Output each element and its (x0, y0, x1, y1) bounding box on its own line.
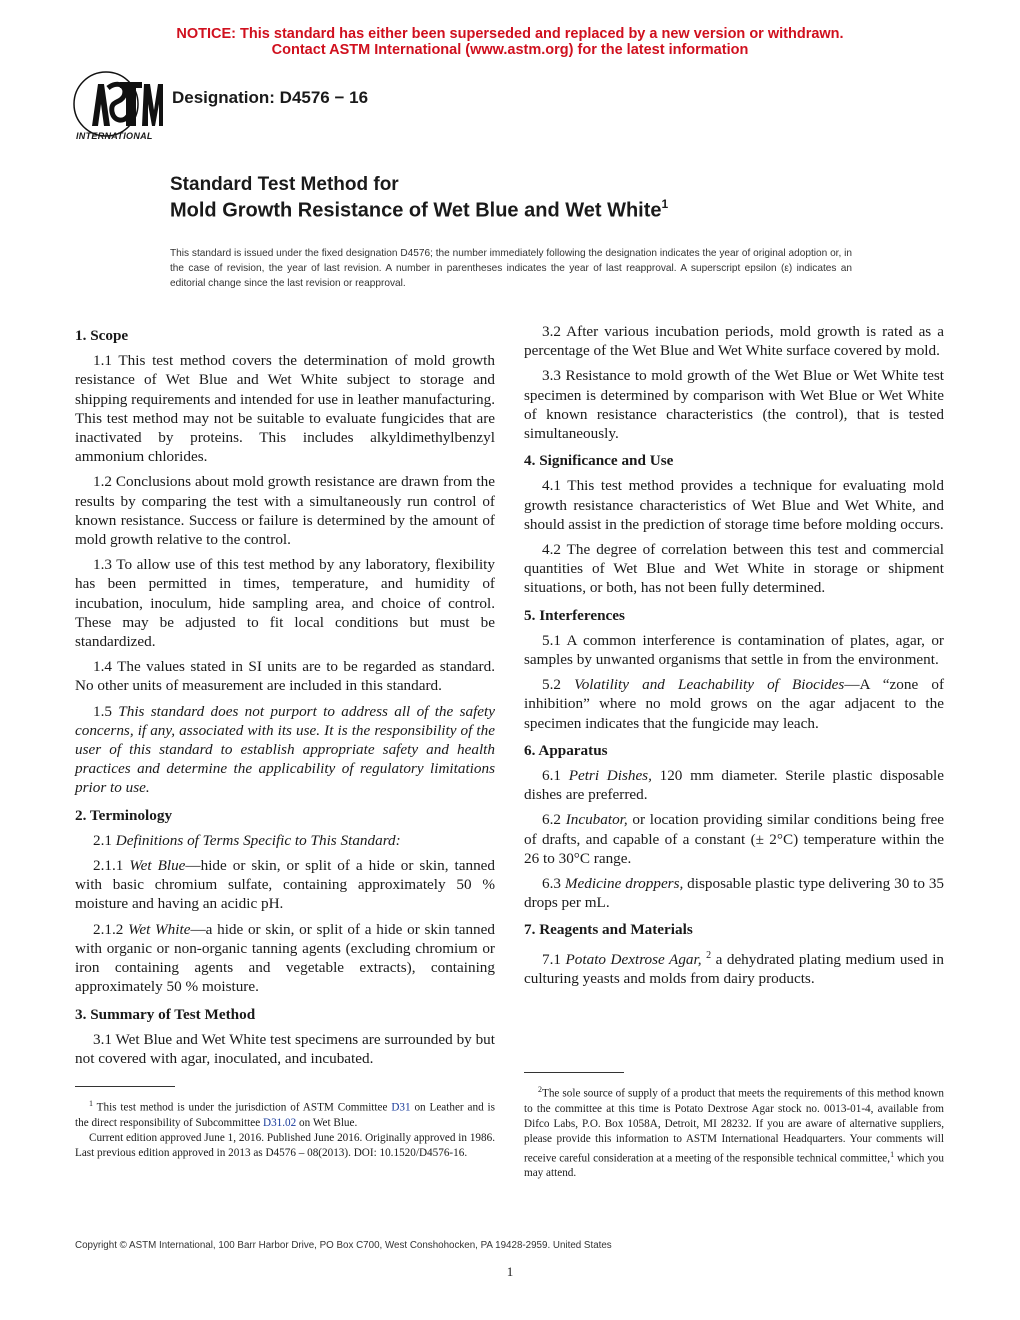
definition-text: disposable plastic type delivering 30 to 35 drops per mL. (524, 875, 945, 912)
footnote-divider-right (524, 1072, 624, 1073)
footnote-mark: 2 (706, 949, 712, 961)
paragraph-number: 1.5 (93, 702, 112, 720)
paragraph: 1.2 Conclusions about mold growth resistance are drawn from the results by comparing the test with a simultaneously run control of known resistance. Success or failure is determined by the amount of mold growth relative to the control. (75, 473, 495, 549)
section-heading: 7. Reagents and Materials (524, 921, 693, 939)
right-column (524, 322, 944, 994)
footnote-mark: 2 (538, 1085, 542, 1094)
footnote-text: on Leather and is the direct responsibility of Subcommittee (75, 1101, 495, 1129)
committee-d31-link[interactable]: D31 (391, 1101, 411, 1114)
footnote-1 (75, 1096, 495, 1161)
paragraph-number: 2.1.2 (93, 920, 124, 938)
paragraph (524, 766, 944, 804)
paragraph (524, 675, 944, 733)
definition-text: —a hide or skin, or split of a hide or skin tanned with organic or non-organic tanning agents (excluding chromium or iron containing agents and vegetable extracts), containing approximately 50 % moisture. (75, 920, 495, 996)
paragraph-number: 5.2 (542, 676, 561, 694)
footnote-mark: 1 (890, 1149, 895, 1159)
italic-term: Definitions of Terms Specific to This Standard: (115, 831, 401, 849)
footnote-paragraph (75, 1096, 495, 1131)
paragraph (524, 874, 944, 912)
paragraph (75, 831, 495, 850)
section-heading: 2. Terminology (75, 806, 173, 824)
paragraph-number: 7.1 (542, 950, 561, 968)
paragraph: 3.3 Resistance to mold growth of the Wet Blue or Wet White test specimen is determined by comparison with Wet Blue or Wet White of known resistance characteristics (the control), that is tested simultaneously. (524, 367, 944, 443)
definition-text: 120 mm diameter. Sterile plastic disposable dishes are preferred. (524, 767, 945, 804)
footnote-divider-left (75, 1086, 175, 1087)
footnote-paragraph: Current edition approved June 1, 2016. Published June 2016. Originally approved in 1986. Last previous edition approved in 2013 as D4576 – 08(2013). DOI: 10.1520/D4576-16. (75, 1131, 495, 1159)
definition-text: —A “zone of inhibition” where no mold grows on the agar adjacent to the specimen indicates that the fungicide may leach. (524, 676, 944, 732)
italic-term: Petri Dishes, (568, 767, 652, 785)
paragraph-number: 6.3 (542, 875, 561, 893)
italic-term: Volatility and Leachability of Biocides (574, 676, 845, 694)
paragraph: 3.1 Wet Blue and Wet White test specimens are surrounded by but not covered with agar, inoculated, and incubated. (75, 1030, 495, 1067)
issued-statement: This standard is issued under the fixed designation D4576; the number immediately following the designation indicates the year of original adoption or, in the case of revision, the year of last revision. A number in parentheses indicates the year of last reapproval. A superscript epsilon (ε) indicates an editorial change since the last revision or reapproval. (170, 248, 852, 289)
definition-text: a dehydrated plating medium used in culturing yeasts and molds from dairy products. (524, 950, 945, 987)
footnote-paragraph (524, 1082, 944, 1181)
supersession-notice (0, 26, 1020, 58)
paragraph-number: 6.1 (542, 767, 561, 785)
subcommittee-d31-02-link[interactable]: D31.02 (262, 1116, 297, 1129)
paragraph-number: 2.1.1 (93, 857, 124, 875)
italic-term: Wet White (128, 920, 191, 938)
notice-line-1: NOTICE: This standard has either been superseded and replaced by a new version or withdrawn. (176, 26, 844, 42)
paragraph: 4.1 This test method provides a technique for evaluating mold growth resistance characteristics of Wet Blue and Wet White, and should assist in the prediction of storage time before molding occurs. (524, 477, 944, 533)
section-heading: 1. Scope (75, 327, 129, 344)
page-number: 1 (506, 1264, 514, 1279)
paragraph (75, 702, 495, 798)
left-column (75, 322, 495, 1074)
paragraph: 1.1 This test method covers the determination of mold growth resistance of Wet Blue and Wet White subject to storage and shipping requirements and intended for use in leather manufacturing. This test method may not be suitable to evaluate fungicides that are inactivated by proteins. This includes alkyldimethylbenzyl ammonium chlorides. (75, 352, 495, 466)
paragraph (524, 946, 944, 988)
footnote-text: on Wet Blue. (296, 1116, 358, 1129)
definition-text: —hide or skin, or split of a hide or skin, tanned with basic chromium sulfate, containing approximately 50 % moisture and having an acidic pH. (75, 857, 495, 913)
section-heading: 3. Summary of Test Method (75, 1005, 256, 1023)
title-text: Mold Growth Resistance of Wet Blue and Wet White (170, 199, 662, 222)
section-heading: 6. Apparatus (524, 741, 608, 759)
footnote-text: This test method is under the jurisdiction of ASTM Committee (96, 1101, 392, 1114)
section-heading: 4. Significance and Use (524, 452, 674, 470)
designation: Designation: D4576 − 16 (172, 88, 369, 107)
italic-term: Medicine droppers, (564, 875, 684, 893)
logo-text: INTERNATIONAL (76, 131, 153, 141)
italic-term: Incubator, (565, 811, 628, 829)
paragraph: 4.2 The degree of correlation between this test and commercial quantities of Wet Blue and Wet White in storage or shipment situations, or both, has not been fully determined. (524, 541, 944, 597)
footnote-text: The sole source of supply of a product that meets the requirements of this method known to the committee at this time is Potato Dextrose Agar stock no. 0013-01-4, available from Difco Labs, P.O. Box 1058A, Detroit, MI 28232. If you are aware of alternative suppliers, please provide this information to ASTM International Headquarters. Your comments will receive careful consideration at a meeting of the responsible technical committee, (524, 1087, 944, 1165)
paragraph-number: 6.2 (542, 811, 561, 829)
paragraph: 5.1 A common interference is contamination of plates, agar, or samples by unwanted organisms that settle in from the environment. (524, 631, 944, 669)
section-heading: 5. Interferences (524, 606, 625, 624)
paragraph (524, 810, 944, 868)
italic-term: Potato Dextrose Agar, (565, 950, 702, 968)
paragraph (75, 920, 495, 997)
title-line-2 (170, 198, 668, 223)
paragraph-number: 2.1 (93, 831, 112, 849)
safety-caveat: This standard does not purport to address all of the safety concerns, if any, associated with its use. It is the responsibility of the user of this standard to establish appropriate safety and health practices and determine the applicability of regulatory limitations prior to use. (75, 702, 495, 797)
italic-term: Wet Blue (129, 857, 186, 875)
paragraph (75, 856, 495, 914)
footnote-2 (524, 1082, 944, 1181)
paragraph: 3.2 After various incubation periods, mold growth is rated as a percentage of the Wet Blue and Wet White surface covered by mold. (524, 323, 944, 360)
footnote-text: which you may attend. (524, 1152, 944, 1180)
definition-text: or location providing similar conditions being free of drafts, and capable of a constant (± 2°C) temperature within the 26 to 30°C range. (524, 811, 945, 867)
paragraph: 1.3 To allow use of this test method by any laboratory, flexibility has been permitted in times, temperature, and humidity of incubation, inoculum, hide sampling area, and choice of control. These may be adjusted to fit local conditions but must be standardized. (75, 556, 495, 651)
copyright: Copyright © ASTM International, 100 Barr Harbor Drive, PO Box C700, West Conshohocken, PA 19428-2959. United States (75, 1240, 612, 1251)
title-line-1: Standard Test Method for (170, 174, 399, 195)
paragraph: 1.4 The values stated in SI units are to be regarded as standard. No other units of measurement are included in this standard. (75, 658, 495, 695)
title-footnote-mark: 1 (661, 197, 669, 211)
footnote-mark: 1 (89, 1099, 93, 1108)
notice-line-2: Contact ASTM International (www.astm.org) for the latest information (271, 42, 749, 58)
